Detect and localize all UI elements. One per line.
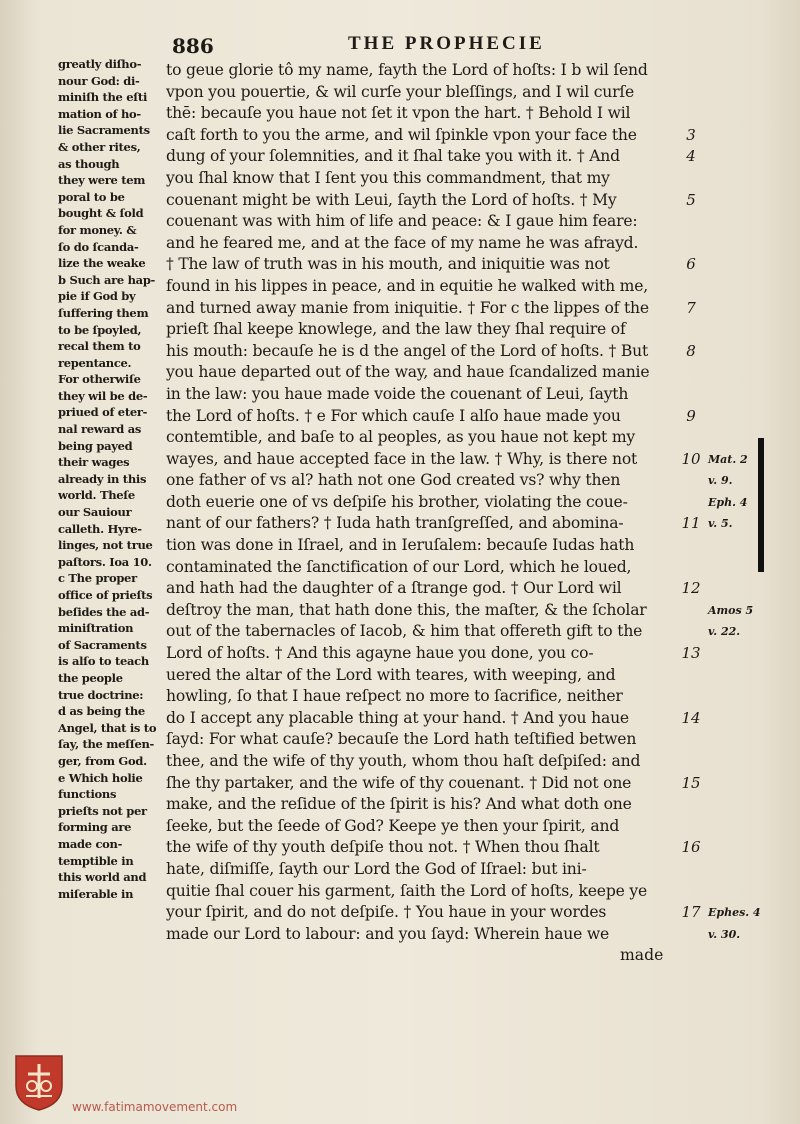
text-line: make, and the reſidue of the ſpirit is his? And what doth one	[166, 795, 632, 814]
marginal-note-line: nal reward as	[58, 422, 142, 437]
text-line: wayes, and haue accepted face in the law. † Why, is there not	[166, 449, 638, 468]
cross-reference	[708, 190, 768, 212]
text-line: Lord of hoſts. † And this agayne haue you done, you co-	[166, 644, 594, 663]
verse-number	[678, 794, 704, 816]
marginal-note-line: calleth. Hyre-	[58, 521, 142, 536]
scripture-text	[166, 60, 676, 945]
verse-number	[678, 621, 704, 643]
cross-reference	[708, 103, 768, 125]
page-header	[172, 30, 632, 60]
verse-number	[678, 233, 704, 255]
marginal-note-line: ſo do ſcanda-	[58, 239, 139, 254]
marginal-note-line: For otherwiſe	[58, 372, 141, 387]
text-line: the wife of thy youth deſpiſe thou not. † When thou ſhalt	[166, 838, 600, 857]
cross-reference	[708, 729, 768, 751]
verse-number: 14	[681, 708, 701, 727]
text-line: couenant was with him of life and peace: & I gaue him feare:	[166, 212, 638, 231]
cross-reference	[708, 837, 768, 859]
marginal-note-line: this world and	[58, 870, 147, 885]
text-line: uered the altar of the Lord with teares, with weeping, and	[166, 665, 616, 684]
cross-reference	[708, 859, 768, 881]
verse-number	[678, 686, 704, 708]
marginal-note-line: bought & ſold	[58, 206, 144, 221]
verse-number: 8	[686, 341, 696, 360]
verse-number	[678, 470, 704, 492]
text-line: you haue departed out of the way, and haue ſcandalized manie	[166, 363, 650, 382]
text-line: and turned away manie from iniquitie. † For c the lippes of the	[166, 298, 649, 317]
cross-reference	[708, 276, 768, 298]
marginal-note-line: true doctrine:	[58, 687, 144, 702]
verse-number: 3	[686, 125, 696, 144]
cross-reference	[708, 254, 768, 276]
text-line: caſt forth to you the arme, and wil ſpinkle vpon your face the	[166, 125, 637, 144]
text-line: ſayd: For what cauſe? becauſe the Lord hath teſtified betwen	[166, 730, 637, 749]
catchword: made	[620, 946, 664, 964]
text-line: your ſpirit, and do not deſpiſe. † You haue in your wordes	[166, 903, 607, 922]
text-line: vpon you pouertie, & wil curſe your bleſſings, and I wil curſe	[166, 82, 634, 101]
text-line: thee, and the wife of thy youth, whom thou haſt deſpiſed: and	[166, 752, 641, 770]
marginal-note-line: d as being the	[58, 704, 145, 719]
verse-number: 7	[686, 298, 696, 317]
verse-number	[678, 168, 704, 190]
marginal-note-line: pie if God by	[58, 289, 136, 304]
text-line: his mouth: becauſe he is d the angel of the Lord of hoſts. † But	[166, 341, 649, 360]
marginal-note-line: ſay, the meſſen-	[58, 737, 155, 752]
verse-number: 6	[686, 255, 696, 274]
verse-number	[678, 60, 704, 82]
marginal-note-line: Angel, that is to	[58, 720, 157, 735]
verse-number: 11	[681, 514, 701, 533]
text-line: out of the tabernacles of Iacob, & him that offereth gift to the	[166, 622, 643, 641]
marginal-note-line: priued of eter-	[58, 405, 148, 420]
text-line: dung of your ſolemnities, and it ſhal take you with it. † And	[166, 147, 620, 166]
text-line: ſeeke, but the ſeede of God? Keepe ye then your ſpirit, and	[166, 816, 620, 835]
marginal-note-line: world. Theſe	[58, 488, 135, 503]
marginal-note-line: paſtors. Ioa 10.	[58, 554, 152, 569]
cross-reference: Eph. 4	[708, 495, 748, 509]
marginal-note-line: office of prieſts	[58, 588, 153, 602]
cross-reference: Amos 5	[708, 603, 754, 617]
text-line: doth euerie one of vs deſpiſe his brother, violating the coue-	[166, 492, 628, 511]
cross-reference	[708, 643, 768, 665]
marginal-note-line: e Which holie	[58, 770, 143, 785]
marginal-note-line: as though	[58, 156, 120, 171]
page-number: 886	[172, 34, 214, 58]
cross-reference	[708, 362, 768, 384]
verse-number: 15	[681, 773, 701, 792]
marginal-note-line: b Such are hap-	[58, 272, 156, 287]
marginal-note-line: ſuffering them	[58, 305, 149, 320]
cross-reference	[708, 60, 768, 82]
marginal-note-line: our Sauiour	[58, 505, 132, 520]
marginal-note-line: made con-	[58, 836, 123, 851]
cross-reference: Ephes. 4	[708, 906, 761, 920]
running-title: THE PROPHECIE	[348, 33, 545, 54]
text-line: thē: becauſe you haue not ſet it vpon the hart. † Behold I wil	[166, 104, 631, 123]
marginal-note-line: temptible in	[58, 853, 134, 868]
cross-reference	[708, 211, 768, 233]
marginal-note-line: lie Sacraments	[58, 123, 150, 138]
verse-number	[678, 82, 704, 104]
cross-reference: v. 9.	[708, 474, 733, 488]
marginal-note-line: to be ſpoyled,	[58, 322, 142, 337]
marginal-note-line: their wages	[58, 455, 130, 470]
verse-number: 16	[681, 838, 701, 857]
marginal-note-line: poral to be	[58, 189, 125, 204]
verse-number	[678, 729, 704, 751]
cross-reference	[708, 125, 768, 147]
verse-number	[678, 665, 704, 687]
text-line: and hath had the daughter of a ſtrange god. † Our Lord wil	[166, 579, 622, 598]
cross-reference	[708, 578, 768, 600]
marginal-note-line: nour God: di-	[58, 73, 140, 88]
verse-number	[678, 211, 704, 233]
cross-reference	[708, 773, 768, 795]
cross-reference: Mat. 2	[708, 452, 748, 466]
verse-number	[678, 492, 704, 514]
left-marginal-notes	[58, 56, 162, 902]
marginal-note-line: repentance.	[58, 355, 132, 370]
text-line: prieſt ſhal keepe knowlege, and the law they ſhal require of	[166, 320, 626, 339]
cross-reference	[708, 686, 768, 708]
marginal-note-line: linges, not true	[58, 538, 153, 553]
marginal-note-line: beſides the ad-	[58, 604, 150, 619]
verse-number	[678, 103, 704, 125]
marginal-note-line: miniſtration	[58, 621, 134, 636]
text-line: hate, diſmiſſe, ſayth our Lord the God of Iſrael: but ini-	[166, 859, 587, 878]
verse-number: 13	[681, 644, 701, 663]
text-line: and he feared me, and at the face of my name he was afrayd.	[166, 233, 639, 252]
verse-number	[678, 600, 704, 622]
cross-reference	[708, 708, 768, 730]
marginal-note-line: they wil be de-	[58, 388, 148, 403]
cross-reference	[708, 168, 768, 190]
verse-numbers	[678, 60, 704, 945]
cross-reference	[708, 146, 768, 168]
verse-number	[678, 881, 704, 903]
cross-reference	[708, 384, 768, 406]
text-line: to geue glorie tô my name, fayth the Lord of hoſts: I b wil ſend	[166, 61, 648, 79]
text-line: you ſhal know that I ſent you this commandment, that my	[166, 168, 610, 187]
verse-number	[678, 427, 704, 449]
marginal-note-line: ger, from God.	[58, 753, 147, 768]
marginal-note-line: being payed	[58, 438, 133, 453]
marginal-note-line: prieſts not per	[58, 803, 147, 818]
fatima-movement-logo	[12, 1052, 66, 1112]
marginal-note-line: c The proper	[58, 571, 137, 586]
text-line: howling, ſo that I haue reſpect no more to ſacrifice, neither	[166, 687, 623, 706]
footer-website-link[interactable]: www.fatimamovement.com	[72, 1100, 238, 1114]
verse-number	[678, 751, 704, 773]
text-line: contemtible, and baſe to al peoples, as you haue not kept my	[166, 428, 636, 447]
cross-reference: v. 22.	[708, 625, 741, 639]
verse-number: 9	[686, 406, 696, 425]
cross-reference	[708, 82, 768, 104]
verse-number: 17	[681, 903, 701, 922]
cross-reference	[708, 406, 768, 428]
margin-bracket-mark	[758, 438, 764, 572]
marginal-note-line: miniſh the eſti	[58, 90, 148, 105]
marginal-note-line: already in this	[58, 471, 147, 486]
verse-number	[678, 924, 704, 946]
marginal-note-line: greatly diſho-	[58, 57, 142, 71]
text-line: contaminated the ſanctification of our Lord, which he loued,	[166, 557, 632, 576]
verse-number	[678, 816, 704, 838]
text-line: tion was done in Iſrael, and in Ieruſalem: becauſe Iudas hath	[166, 536, 635, 555]
marginal-note-line: forming are	[58, 820, 132, 835]
verse-number: 12	[681, 579, 701, 598]
verse-number	[678, 384, 704, 406]
text-line: deſtroy the man, that hath done this, the maſter, & the ſcholar	[166, 600, 647, 619]
marginal-note-line: & other rites,	[58, 139, 141, 154]
cross-reference	[708, 751, 768, 773]
cross-reference	[708, 665, 768, 687]
marginal-note-line: recal them to	[58, 339, 141, 354]
text-line: quitie ſhal couer his garment, ſaith the Lord of hoſts, keepe ye	[166, 881, 648, 900]
cross-reference: v. 5.	[708, 517, 733, 531]
text-line: one father of vs al? hath not one God created vs? why then	[166, 471, 621, 490]
verse-number	[678, 362, 704, 384]
marginal-note-line: is alſo to teach	[58, 654, 149, 669]
verse-number: 4	[686, 147, 696, 166]
marginal-note-line: they were tem	[58, 173, 146, 188]
cross-reference	[708, 816, 768, 838]
verse-number	[678, 557, 704, 579]
marginal-note-line: functions	[58, 787, 117, 802]
verse-number	[678, 535, 704, 557]
text-line: in the law: you haue made voide the couenant of Leui, ſayth	[166, 384, 629, 403]
cross-reference	[708, 881, 768, 903]
cross-reference: v. 30.	[708, 927, 741, 941]
text-line: the Lord of hoſts. † e For which cauſe I alſo haue made you	[166, 406, 621, 425]
marginal-note-line: of Sacraments	[58, 637, 147, 652]
cross-reference	[708, 319, 768, 341]
cross-reference	[708, 233, 768, 255]
verse-number	[678, 276, 704, 298]
cross-reference	[708, 794, 768, 816]
text-line: do I accept any placable thing at your hand. † And you haue	[166, 708, 629, 727]
verse-number: 5	[686, 190, 696, 209]
text-line: † The law of truth was in his mouth, and iniquitie was not	[166, 255, 610, 274]
cross-reference	[708, 298, 768, 320]
text-line: couenant might be with Leui, ſayth the Lord of hoſts. † My	[166, 190, 617, 209]
marginal-note-line: the people	[58, 670, 123, 685]
marginal-note-line: lize the weake	[58, 256, 146, 271]
marginal-note-line: mation of ho-	[58, 106, 141, 121]
text-line: made our Lord to labour: and you ſayd: Wherein haue we	[166, 924, 610, 943]
cross-reference	[708, 341, 768, 363]
verse-number	[678, 319, 704, 341]
text-line: found in his lippes in peace, and in equitie he walked with me,	[166, 276, 649, 295]
verse-number: 10	[681, 449, 701, 468]
marginal-note-line: for money. &	[58, 222, 137, 237]
text-line: ſhe thy partaker, and the wife of thy couenant. † Did not one	[166, 773, 632, 792]
text-line: nant of our fathers? † Iuda hath tranſgreſſed, and abomina-	[166, 514, 624, 533]
verse-number	[678, 859, 704, 881]
marginal-note-line: miſerable in	[58, 886, 134, 901]
